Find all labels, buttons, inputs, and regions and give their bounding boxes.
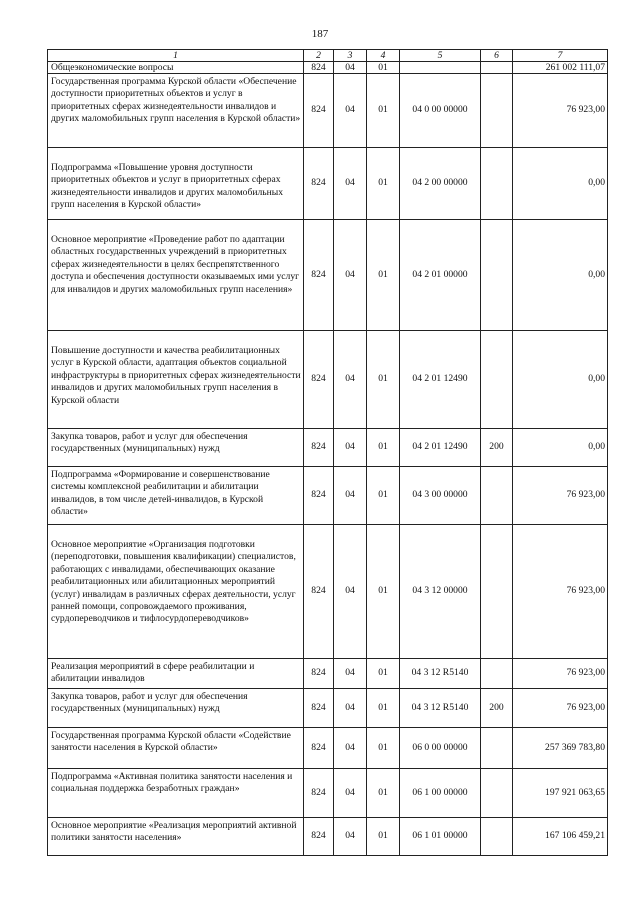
- table-row: [48, 74, 608, 148]
- row-target-article: 06 0 00 00000: [400, 728, 481, 769]
- row-subsection-code: 01: [367, 467, 400, 525]
- row-target-article: 04 2 01 00000: [400, 220, 481, 331]
- row-amount: 0,00: [513, 429, 608, 467]
- row-amount: 167 106 459,21: [513, 818, 608, 856]
- header-col-4: 4: [367, 50, 400, 62]
- row-expense-type: [481, 728, 513, 769]
- row-description: Основное мероприятие «Проведение работ по адаптации областных государственных учреждений в приоритетных сферах жизнедеятельности в целях беспрепятственного доступа и обеспечения доступности оказываемых ими услуг для инвалидов и других маломобильных групп населения»: [48, 220, 304, 331]
- row-amount: 76 923,00: [513, 689, 608, 728]
- row-ministry-code: 824: [304, 525, 334, 659]
- row-description: Государственная программа Курской области «Содействие занятости населения в Курской области»: [48, 728, 304, 769]
- row-expense-type: 200: [481, 429, 513, 467]
- row-ministry-code: 824: [304, 689, 334, 728]
- table-row: [48, 659, 608, 689]
- row-expense-type: [481, 659, 513, 689]
- row-ministry-code: 824: [304, 467, 334, 525]
- row-expense-type: 200: [481, 689, 513, 728]
- row-section-code: 04: [334, 689, 367, 728]
- row-section-code: 04: [334, 728, 367, 769]
- row-section-code: 04: [334, 467, 367, 525]
- table-row: [48, 728, 608, 769]
- row-ministry-code: 824: [304, 818, 334, 856]
- row-section-code: 04: [334, 148, 367, 220]
- row-subsection-code: 01: [367, 74, 400, 148]
- row-description: Основное мероприятие «Реализация мероприятий активной политики занятости населения»: [48, 818, 304, 856]
- row-ministry-code: 824: [304, 148, 334, 220]
- row-section-code: 04: [334, 331, 367, 429]
- table-row: [48, 525, 608, 659]
- row-expense-type: [481, 148, 513, 220]
- row-target-article: 04 0 00 00000: [400, 74, 481, 148]
- row-subsection-code: 01: [367, 659, 400, 689]
- row-section-code: 04: [334, 429, 367, 467]
- row-description: Государственная программа Курской области «Обеспечение доступности приоритетных объектов и услуг в приоритетных сферах жизнедеятельности инвалидов и других маломобильных групп населения в Курской области»: [48, 74, 304, 148]
- row-target-article: 06 1 00 00000: [400, 769, 481, 818]
- row-description: Основное мероприятие «Организация подготовки (переподготовки, повышения квалификации) специалистов, работающих с инвалидами, обеспечивающих оказание реабилитационных или абилитационных мероприятий (услуг) инвалидам в различных сферах деятельности, услуг ранней помощи, сопровождаемого проживания, сурдопереводчиков и тифлосурдопереводчиков»: [48, 525, 304, 659]
- row-target-article: 04 3 12 R5140: [400, 659, 481, 689]
- row-target-article: 04 2 00 00000: [400, 148, 481, 220]
- table-row: [48, 689, 608, 728]
- row-subsection-code: 01: [367, 689, 400, 728]
- row-expense-type: [481, 769, 513, 818]
- row-ministry-code: 824: [304, 331, 334, 429]
- table-row: [48, 818, 608, 856]
- row-ministry-code: 824: [304, 429, 334, 467]
- row-subsection-code: 01: [367, 429, 400, 467]
- row-target-article: 06 1 01 00000: [400, 818, 481, 856]
- row-subsection-code: 01: [367, 331, 400, 429]
- table-row: [48, 331, 608, 429]
- row-subsection-code: 01: [367, 818, 400, 856]
- row-description: Повышение доступности и качества реабилитационных услуг в Курской области, адаптация объектов социальной инфраструктуры в приоритетных сферах жизнедеятельности инвалидов и других маломобильных групп населения в Курской области: [48, 331, 304, 429]
- row-ministry-code: 824: [304, 62, 334, 74]
- table-row: [48, 769, 608, 818]
- row-amount: 76 923,00: [513, 467, 608, 525]
- header-col-7: 7: [513, 50, 608, 62]
- row-amount: 76 923,00: [513, 525, 608, 659]
- table-header-row: [48, 50, 608, 62]
- row-amount: 0,00: [513, 331, 608, 429]
- header-col-6: 6: [481, 50, 513, 62]
- table-row: [48, 62, 608, 74]
- row-target-article: 04 3 12 R5140: [400, 689, 481, 728]
- row-section-code: 04: [334, 659, 367, 689]
- row-ministry-code: 824: [304, 728, 334, 769]
- row-description: Подпрограмма «Повышение уровня доступности приоритетных объектов и услуг в приоритетных сферах жизнедеятельности инвалидов и других маломобильных групп населения в Курской области»: [48, 148, 304, 220]
- row-subsection-code: 01: [367, 62, 400, 74]
- page-number: 187: [311, 28, 329, 40]
- row-subsection-code: 01: [367, 769, 400, 818]
- row-target-article: 04 2 01 12490: [400, 429, 481, 467]
- row-amount: 76 923,00: [513, 74, 608, 148]
- row-ministry-code: 824: [304, 769, 334, 818]
- row-amount: 257 369 783,80: [513, 728, 608, 769]
- row-section-code: 04: [334, 525, 367, 659]
- row-expense-type: [481, 220, 513, 331]
- row-expense-type: [481, 467, 513, 525]
- row-amount: 261 002 111,07: [513, 62, 608, 74]
- header-col-3: 3: [334, 50, 367, 62]
- row-section-code: 04: [334, 74, 367, 148]
- row-ministry-code: 824: [304, 74, 334, 148]
- row-amount: 197 921 063,65: [513, 769, 608, 818]
- row-expense-type: [481, 331, 513, 429]
- header-col-1: 1: [48, 50, 304, 62]
- row-section-code: 04: [334, 220, 367, 331]
- row-description: Реализация мероприятий в сфере реабилитации и абилитации инвалидов: [48, 659, 304, 689]
- table-row: [48, 220, 608, 331]
- row-target-article: 04 3 00 00000: [400, 467, 481, 525]
- row-expense-type: [481, 74, 513, 148]
- header-col-2: 2: [304, 50, 334, 62]
- row-section-code: 04: [334, 62, 367, 74]
- row-subsection-code: 01: [367, 148, 400, 220]
- row-description: Общеэкономические вопросы: [48, 62, 304, 74]
- header-col-5: 5: [400, 50, 481, 62]
- row-target-article: [400, 62, 481, 74]
- row-amount: 0,00: [513, 220, 608, 331]
- row-expense-type: [481, 818, 513, 856]
- row-expense-type: [481, 525, 513, 659]
- row-expense-type: [481, 62, 513, 74]
- row-target-article: 04 2 01 12490: [400, 331, 481, 429]
- row-section-code: 04: [334, 769, 367, 818]
- row-target-article: 04 3 12 00000: [400, 525, 481, 659]
- table-row: [48, 467, 608, 525]
- row-section-code: 04: [334, 818, 367, 856]
- budget-table: [47, 49, 608, 856]
- row-subsection-code: 01: [367, 728, 400, 769]
- table-row: [48, 148, 608, 220]
- row-ministry-code: 824: [304, 659, 334, 689]
- table-row: [48, 429, 608, 467]
- row-description: Подпрограмма «Формирование и совершенствование системы комплексной реабилитации и абилитации инвалидов, в том числе детей-инвалидов, в Курской области»: [48, 467, 304, 525]
- row-description: Закупка товаров, работ и услуг для обеспечения государственных (муниципальных) нужд: [48, 429, 304, 467]
- row-amount: 76 923,00: [513, 659, 608, 689]
- row-description: Подпрограмма «Активная политика занятости населения и социальная поддержка безработных граждан»: [48, 769, 304, 818]
- row-subsection-code: 01: [367, 220, 400, 331]
- row-description: Закупка товаров, работ и услуг для обеспечения государственных (муниципальных) нужд: [48, 689, 304, 728]
- row-amount: 0,00: [513, 148, 608, 220]
- row-subsection-code: 01: [367, 525, 400, 659]
- row-ministry-code: 824: [304, 220, 334, 331]
